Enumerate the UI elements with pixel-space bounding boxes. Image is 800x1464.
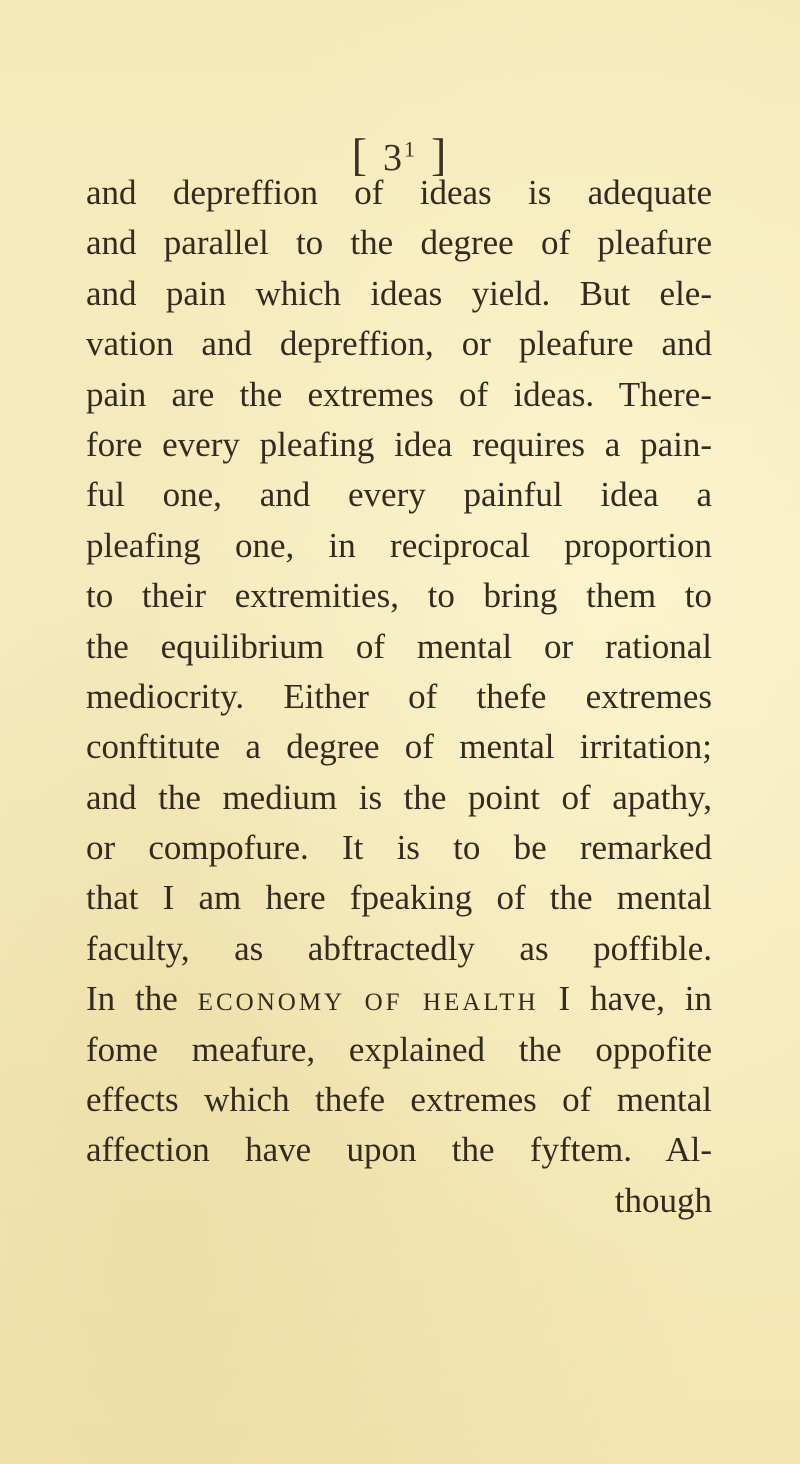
text-line: fome meafure, explained the oppofite bbox=[86, 1029, 712, 1069]
header-right-bracket: ] bbox=[431, 129, 449, 180]
text-line: and parallel to the degree of pleafure bbox=[86, 223, 712, 263]
text-segment: In the bbox=[86, 979, 198, 1019]
text-line: that I am here fpeaking of the mental bbox=[86, 878, 712, 918]
header-left-bracket: [ bbox=[351, 129, 369, 180]
text-line: ful one, and every painful idea a bbox=[86, 475, 712, 515]
text-segment: I have, in bbox=[538, 979, 713, 1019]
text-line: faculty, as abftractedly as poffible. bbox=[86, 928, 712, 968]
text-line: or compofure. It is to be remarked bbox=[86, 828, 712, 868]
smallcaps-title: ECONOMY OF HEALTH bbox=[197, 989, 539, 1017]
text-line: to their extremities, to bring them to bbox=[86, 576, 712, 616]
text-line: effects which thefe extremes of mental bbox=[86, 1080, 712, 1120]
text-line: affection have upon the fyftem. Al- bbox=[86, 1130, 712, 1170]
text-line: conftitute a degree of mental irritation; bbox=[86, 727, 712, 767]
text-line: and pain which ideas yield. But ele- bbox=[86, 273, 712, 313]
text-line: and depreffion of ideas is adequate bbox=[86, 173, 712, 212]
body-text bbox=[86, 168, 712, 1226]
catchword: though bbox=[614, 1180, 712, 1220]
text-line: pleafing one, in reciprocal proportion bbox=[86, 525, 712, 565]
text-line: pain are the extremes of ideas. There- bbox=[86, 374, 712, 414]
page-number: $3^1$ bbox=[383, 136, 417, 179]
text-line: and the medium is the point of apathy, bbox=[86, 777, 712, 817]
text-line: mediocrity. Either of thefe extremes bbox=[86, 676, 712, 716]
text-line: the equilibrium of mental or rational bbox=[86, 626, 712, 666]
text-line: fore every pleafing idea requires a pain- bbox=[86, 424, 712, 464]
text-line: vation and depreffion, or pleafure and bbox=[86, 324, 712, 364]
text-line-with-smallcaps bbox=[86, 974, 712, 1024]
